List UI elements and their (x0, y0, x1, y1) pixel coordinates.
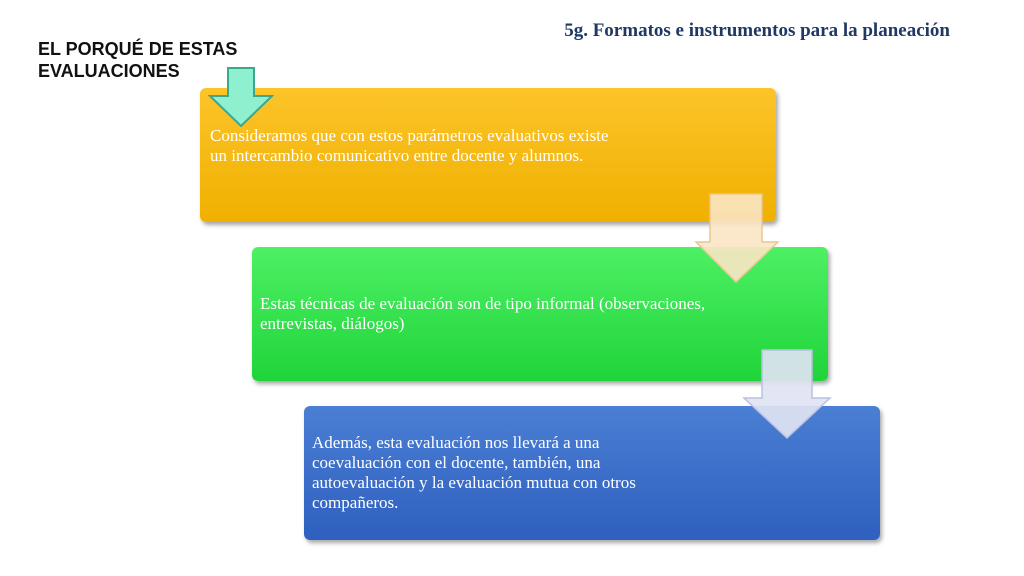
slide-subtitle: 5g. Formatos e instrumentos para la planeación (564, 20, 950, 41)
process-step-1-text: Consideramos que con estos parámetros evaluativos existe un intercambio comunicativo entre docente y alumnos. (210, 126, 609, 165)
process-step-1 (200, 88, 776, 222)
down-arrow-icon-1 (208, 66, 274, 128)
slide-title: EL PORQUÉ DE ESTAS EVALUACIONES (38, 39, 238, 81)
process-step-3-text: Además, esta evaluación nos llevará a una coevaluación con el docente, también, una autoevaluación y la evaluación mutua con otros compañeros. (312, 433, 636, 512)
down-arrow-icon-2 (694, 192, 780, 284)
process-step-2-text: Estas técnicas de evaluación son de tipo informal (observaciones, entrevistas, diálogos) (260, 294, 706, 333)
down-arrow-icon-3 (742, 348, 832, 440)
